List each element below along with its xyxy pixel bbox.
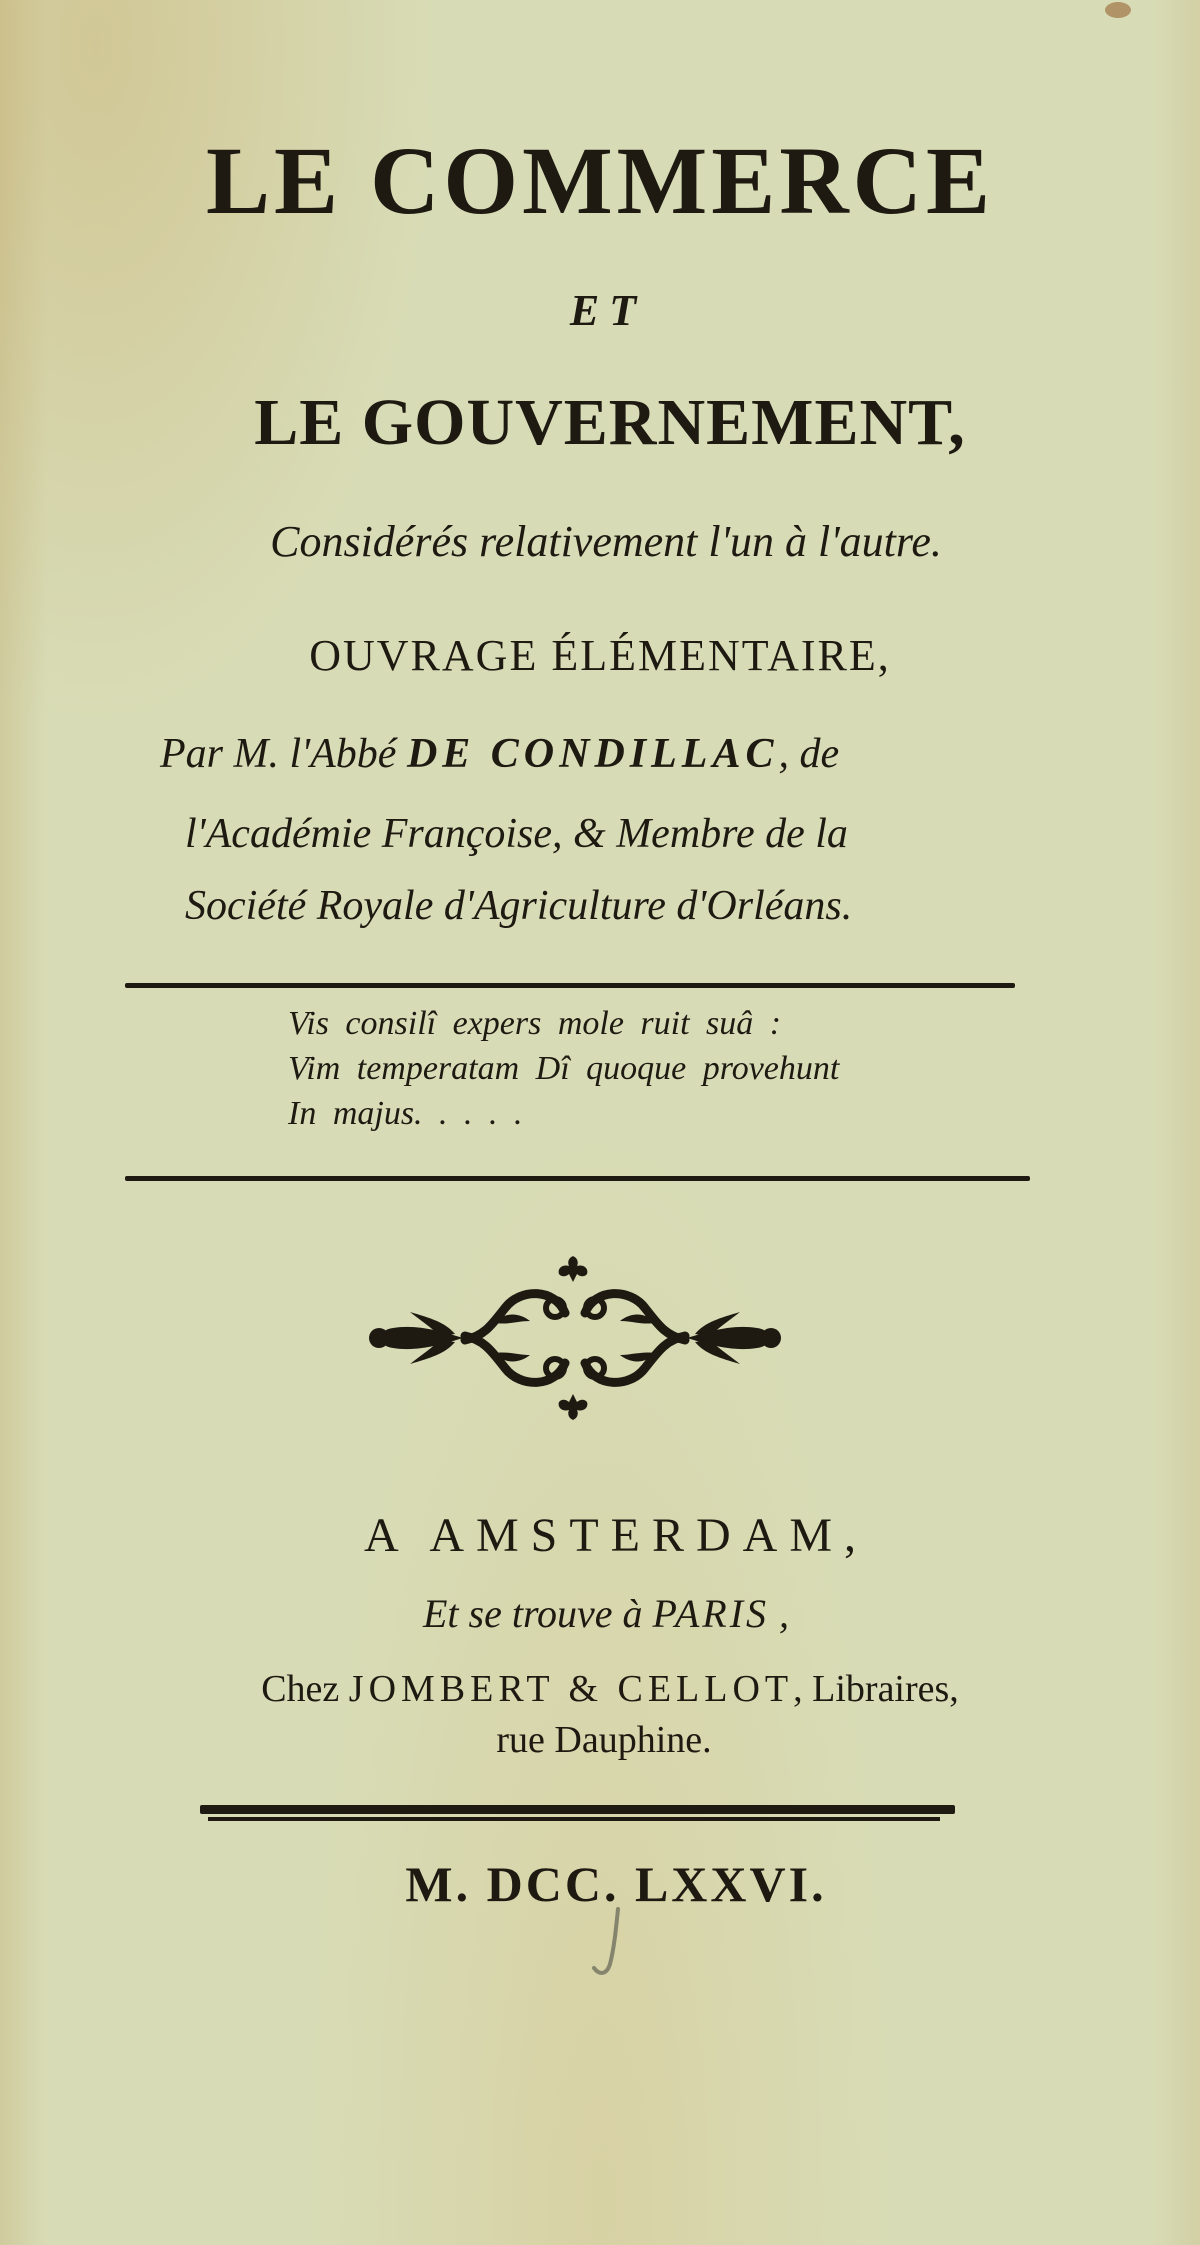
author-line-2: l'Académie Françoise, & Membre de la [185, 811, 848, 857]
publisher-suffix: , Libraires, [793, 1668, 959, 1710]
divider-double-rule [200, 1805, 955, 1823]
imprint-publisher [10, 1667, 1200, 1711]
author-suffix: , de [778, 731, 840, 777]
paper-stain [1105, 2, 1131, 18]
genre-line: OUVRAGE ÉLÉMENTAIRE, [309, 631, 891, 680]
title-line-2: LE GOUVERNEMENT, [254, 386, 966, 459]
publication-date: M. DCC. LXXVI. [405, 1856, 827, 1912]
author-line-1 [160, 730, 839, 778]
epigraph-line: In majus. . . . . [288, 1095, 523, 1132]
author-name: DE CONDILLAC [406, 731, 779, 777]
pencil-mark-icon [588, 1905, 628, 1980]
publisher-names: JOMBERT & CELLOT [348, 1668, 794, 1710]
author-line-3: Société Royale d'Agriculture d'Orléans. [185, 883, 853, 929]
rule-thick [200, 1805, 955, 1814]
rule-thin [208, 1817, 940, 1821]
epigraph-line: Vim temperatam Dî quoque provehunt [288, 1050, 840, 1087]
imprint-address: rue Dauphine. [496, 1719, 712, 1761]
also-sold-suffix: , [779, 1591, 790, 1636]
imprint-place: A AMSTERDAM, [363, 1509, 869, 1562]
fleuron-icon [355, 1238, 795, 1438]
title-line-1: LE COMMERCE [206, 127, 994, 234]
title-conjunction: ET [569, 286, 647, 335]
imprint-also-sold [6, 1590, 1200, 1637]
author-prefix: Par M. l'Abbé [160, 731, 397, 777]
also-sold-prefix: Et se trouve à [422, 1591, 643, 1636]
epigraph-line: Vis consilî expers mole ruit suâ : [288, 1005, 782, 1042]
divider-rule-top [125, 983, 1015, 988]
divider-rule-bottom [125, 1176, 1030, 1181]
publisher-prefix: Chez [261, 1668, 340, 1710]
subtitle: Considérés relativement l'un à l'autre. [270, 517, 942, 566]
also-sold-city: PARIS [652, 1591, 770, 1636]
